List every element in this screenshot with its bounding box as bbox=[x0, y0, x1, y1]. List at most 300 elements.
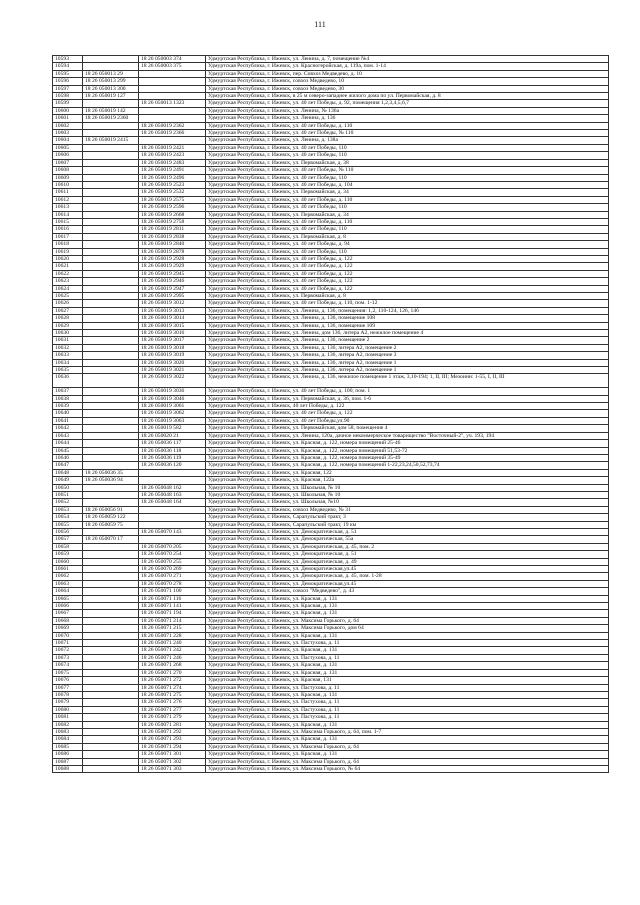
object-number-cell: 18 26 050019 2878 bbox=[139, 248, 206, 255]
address-cell: Удмуртская Республика, г. Ижевск, ул. 40 лет Победы, д. 122 bbox=[206, 410, 609, 417]
row-number-cell: 10606 bbox=[53, 152, 83, 159]
row-number-cell: 10598 bbox=[53, 93, 83, 100]
table-row bbox=[53, 595, 609, 602]
object-number-cell: 18 26 050036 119 bbox=[139, 454, 206, 461]
row-number-cell: 10673 bbox=[53, 654, 83, 661]
object-number-cell: 18 26 050019 3020 bbox=[139, 359, 206, 366]
table-row bbox=[53, 204, 609, 211]
address-cell: Удмуртская Республика, г. Ижевск, ул. 40 лет Победы, д. 122 bbox=[206, 255, 609, 262]
object-number-cell: 18 26 050071 292 bbox=[139, 728, 206, 735]
table-row bbox=[53, 167, 609, 174]
object-number-cell: 18 26 050048 164 bbox=[139, 499, 206, 506]
address-cell: Удмуртская Республика, г. Ижевск, ул. 40 лет Победы, д. 110 bbox=[206, 218, 609, 225]
address-cell: Удмуртская Республика, г. Ижевск, ул. Красная, д. 131 bbox=[206, 736, 609, 743]
object-number-cell: 18 26 050071 270 bbox=[139, 669, 206, 676]
parcel-number-cell bbox=[83, 367, 139, 374]
object-number-cell bbox=[139, 107, 206, 114]
address-cell: Удмуртская Республика, г. Ижевск, совхоз Медведево, 30 bbox=[206, 85, 609, 92]
address-cell: Удмуртская Республика, г. Ижевск, ул. Школьная, №10 bbox=[206, 499, 609, 506]
parcel-number-cell bbox=[83, 765, 139, 772]
table-row bbox=[53, 477, 609, 484]
address-cell: Удмуртская Республика, г. Ижевск, ул. Пастухова, д. 11 bbox=[206, 654, 609, 661]
parcel-number-cell bbox=[83, 714, 139, 721]
row-number-cell: 10663 bbox=[53, 580, 83, 587]
parcel-number-cell bbox=[83, 233, 139, 240]
address-cell: Удмуртская Республика, г. Ижевск, ул. 40 лет Победы, д. 100, пом. 1 bbox=[206, 388, 609, 395]
parcel-number-cell bbox=[83, 617, 139, 624]
table-row bbox=[53, 181, 609, 188]
page-number: 111 bbox=[314, 20, 326, 29]
row-number-cell: 10646 bbox=[53, 454, 83, 461]
address-cell: Удмуртская Республика, г. Ижевск, ул. Красная, д. 131 bbox=[206, 669, 609, 676]
object-number-cell: 18 26 050019 2945 bbox=[139, 270, 206, 277]
row-number-cell: 10643 bbox=[53, 432, 83, 439]
parcel-number-cell bbox=[83, 603, 139, 610]
object-number-cell: 18 26 050071 274 bbox=[139, 684, 206, 691]
object-number-cell bbox=[139, 93, 206, 100]
table-row bbox=[53, 573, 609, 580]
object-number-cell: 18 26 050071 303 bbox=[139, 765, 206, 772]
address-cell: Удмуртская Республика, г. Ижевск, ул. Первомайская, дом 58, помещение 4 bbox=[206, 425, 609, 432]
object-number-cell: 18 26 050019 2575 bbox=[139, 196, 206, 203]
address-cell: Удмуртская Республика, г. Ижевск, ул. 40 лет Победы, № 110 bbox=[206, 130, 609, 137]
object-number-cell: 18 26 050019 2523 bbox=[139, 181, 206, 188]
row-number-cell: 10684 bbox=[53, 736, 83, 743]
row-number-cell: 10594 bbox=[53, 63, 83, 70]
parcel-number-cell: 18 26 050019 2360 bbox=[83, 115, 139, 122]
object-number-cell bbox=[139, 514, 206, 521]
object-number-cell: 18 26 050071 194 bbox=[139, 610, 206, 617]
object-number-cell: 18 26 050019 2946 bbox=[139, 278, 206, 285]
parcel-number-cell bbox=[83, 100, 139, 107]
parcel-number-cell bbox=[83, 344, 139, 351]
table-row bbox=[53, 300, 609, 307]
address-cell: Удмуртская Республика, г. Ижевск, ул. Демократическая,ул.45 bbox=[206, 580, 609, 587]
table-row bbox=[53, 551, 609, 558]
table-row bbox=[53, 330, 609, 337]
object-number-cell: 18 26 050019 2532 bbox=[139, 189, 206, 196]
row-number-cell: 10640 bbox=[53, 410, 83, 417]
parcel-number-cell bbox=[83, 174, 139, 181]
address-cell: Удмуртская Республика, г. Ижевск, ул. 40 лет Победы, д. 104 bbox=[206, 181, 609, 188]
object-number-cell: 18 26 050019 3062 bbox=[139, 410, 206, 417]
row-number-cell: 10603 bbox=[53, 130, 83, 137]
row-number-cell: 10649 bbox=[53, 477, 83, 484]
object-number-cell: 18 26 050071 228 bbox=[139, 632, 206, 639]
parcel-number-cell bbox=[83, 654, 139, 661]
row-number-cell: 10601 bbox=[53, 115, 83, 122]
address-cell: Удмуртская Республика, г. Ижевск, ул. Максима Горького, дом 64 bbox=[206, 625, 609, 632]
object-number-cell: 18 26 050019 3063 bbox=[139, 417, 206, 424]
table-row bbox=[53, 610, 609, 617]
object-number-cell: 18 26 050036 118 bbox=[139, 447, 206, 454]
parcel-number-cell bbox=[83, 144, 139, 151]
row-number-cell: 10662 bbox=[53, 573, 83, 580]
parcel-number-cell: 18 26 050036 94 bbox=[83, 477, 139, 484]
parcel-number-cell: 18 26 050019 127 bbox=[83, 93, 139, 100]
parcel-number-cell bbox=[83, 699, 139, 706]
object-number-cell: 18 26 050019 3013 bbox=[139, 307, 206, 314]
object-number-cell: 18 26 050019 3018 bbox=[139, 344, 206, 351]
address-cell: Удмуртская Республика, г. Ижевск, ул. Первомайская, д. 38 bbox=[206, 159, 609, 166]
table-row bbox=[53, 337, 609, 344]
row-number-cell: 10652 bbox=[53, 499, 83, 506]
object-number-cell: 18 26 050019 2421 bbox=[139, 144, 206, 151]
object-number-cell: 18 26 050019 3061 bbox=[139, 403, 206, 410]
object-number-cell: 18 26 050019 3021 bbox=[139, 367, 206, 374]
address-cell: Удмуртская Республика, г. Ижевск, ул. Красная, д. 131 bbox=[206, 721, 609, 728]
table-row bbox=[53, 174, 609, 181]
address-cell: Удмуртская Республика, г. Ижевск, ул. 40 лет Победы, 110 bbox=[206, 174, 609, 181]
row-number-cell: 10681 bbox=[53, 714, 83, 721]
address-cell: Удмуртская Республика, г. Ижевск, ул. 40 лет Победы, д. 122 bbox=[206, 278, 609, 285]
object-number-cell: 18 26 050071 242 bbox=[139, 647, 206, 654]
address-cell: Удмуртская Республика, г. Ижевск, Сарапульский тракт, 19 км bbox=[206, 521, 609, 528]
row-number-cell: 10644 bbox=[53, 440, 83, 447]
parcel-number-cell bbox=[83, 484, 139, 491]
parcel-number-cell bbox=[83, 218, 139, 225]
parcel-number-cell bbox=[83, 159, 139, 166]
parcel-number-cell bbox=[83, 440, 139, 447]
table-row bbox=[53, 122, 609, 129]
address-cell: Удмуртская Республика, г. Ижевск, в 25 м северо-западнее жилого дома по ул. Первомайская, д. 8 bbox=[206, 93, 609, 100]
object-number-cell: 18 26 050019 3046 bbox=[139, 395, 206, 402]
row-number-cell: 10618 bbox=[53, 241, 83, 248]
row-number-cell: 10657 bbox=[53, 536, 83, 543]
row-number-cell: 10622 bbox=[53, 270, 83, 277]
parcel-number-cell bbox=[83, 640, 139, 647]
row-number-cell: 10617 bbox=[53, 233, 83, 240]
address-cell: Удмуртская Республика, г. Ижевск, ул. Ленина, д. 136, нежилое помещение 1 этаж, 3,10-194; 1, II, III; Мезонин: 1-55, I, II, III bbox=[206, 374, 609, 388]
address-cell: Удмуртская Республика, г. Ижевск, ул. 40 лет Победы, № 110 bbox=[206, 167, 609, 174]
address-cell: Удмуртская Республика, г. Ижевск, ул. Максима Горького, д. 64, пом. 1-7 bbox=[206, 728, 609, 735]
row-number-cell: 10676 bbox=[53, 677, 83, 684]
address-cell: Удмуртская Республика, г. Ижевск, ул. Красная, д. 131 bbox=[206, 691, 609, 698]
row-number-cell: 10634 bbox=[53, 359, 83, 366]
object-number-cell bbox=[139, 85, 206, 92]
object-number-cell: 18 26 050070 143 bbox=[139, 528, 206, 535]
parcel-number-cell bbox=[83, 669, 139, 676]
parcel-number-cell: 18 26 050059 75 bbox=[83, 521, 139, 528]
address-cell: Удмуртская Республика, г. Ижевск, 40 лет Победы, д. 122 bbox=[206, 403, 609, 410]
parcel-number-cell bbox=[83, 410, 139, 417]
registry-table-body bbox=[53, 56, 609, 773]
address-cell: Удмуртская Республика, г. Ижевск, ул. Максима Горького, д. 64 bbox=[206, 743, 609, 750]
parcel-number-cell bbox=[83, 300, 139, 307]
parcel-number-cell bbox=[83, 152, 139, 159]
table-row bbox=[53, 352, 609, 359]
parcel-number-cell bbox=[83, 315, 139, 322]
address-cell: Удмуртская Республика, г. Ижевск, ул. 40 лет Победы, д. 94 bbox=[206, 241, 609, 248]
row-number-cell: 10632 bbox=[53, 344, 83, 351]
object-number-cell: 18 26 050071 277 bbox=[139, 706, 206, 713]
address-cell: Удмуртская Республика, г. Ижевск, ул. Ленина, д. 7, помещение №4 bbox=[206, 56, 609, 63]
row-number-cell: 10602 bbox=[53, 122, 83, 129]
table-row bbox=[53, 115, 609, 122]
table-row bbox=[53, 521, 609, 528]
object-number-cell: 18 26 050019 2811 bbox=[139, 226, 206, 233]
table-row bbox=[53, 462, 609, 469]
table-row bbox=[53, 580, 609, 587]
row-number-cell: 10597 bbox=[53, 85, 83, 92]
row-number-cell: 10661 bbox=[53, 566, 83, 573]
row-number-cell: 10612 bbox=[53, 196, 83, 203]
object-number-cell: 18 26 050071 281 bbox=[139, 721, 206, 728]
row-number-cell: 10668 bbox=[53, 617, 83, 624]
parcel-number-cell bbox=[83, 56, 139, 63]
address-cell: Удмуртская Республика, г. Ижевск, ул. 40 лет Победы, 110 bbox=[206, 226, 609, 233]
address-cell: Удмуртская Республика, г. Ижевск, ул. 40 лет Победы, д. 92, помещения 1,2,3,4,5,6,7 bbox=[206, 100, 609, 107]
table-row bbox=[53, 699, 609, 706]
parcel-number-cell bbox=[83, 403, 139, 410]
table-row bbox=[53, 410, 609, 417]
table-row bbox=[53, 211, 609, 218]
object-number-cell: 18 26 050071 276 bbox=[139, 699, 206, 706]
row-number-cell: 10669 bbox=[53, 625, 83, 632]
address-cell: Удмуртская Республика, г. Ижевск, ул. Первомайская, д. 8 bbox=[206, 293, 609, 300]
object-number-cell: 18 26 050019 2423 bbox=[139, 152, 206, 159]
row-number-cell: 10647 bbox=[53, 462, 83, 469]
address-cell: Удмуртская Республика, г. Ижевск, ул. Первомайская, д. 34 bbox=[206, 189, 609, 196]
address-cell: Удмуртская Республика, г. Ижевск, ул. Ленина, № 136а bbox=[206, 107, 609, 114]
row-number-cell: 10596 bbox=[53, 78, 83, 85]
parcel-number-cell bbox=[83, 499, 139, 506]
address-cell: Удмуртская Республика, г. Ижевск, ул. 40 лет Победы, 110 bbox=[206, 144, 609, 151]
registry-table bbox=[52, 55, 609, 773]
object-number-cell: 18 26 050019 2838 bbox=[139, 233, 206, 240]
address-cell: Удмуртская Республика, г. Ижевск, ул. Ленина, 120а, дачное некоммерческое товарищество "Восточный-2", уч. 193, 194 bbox=[206, 432, 609, 439]
address-cell: Удмуртская Республика, г. Ижевск, совхоз Медведево, 10 bbox=[206, 78, 609, 85]
row-number-cell: 10672 bbox=[53, 647, 83, 654]
parcel-number-cell bbox=[83, 270, 139, 277]
row-number-cell: 10674 bbox=[53, 662, 83, 669]
parcel-number-cell bbox=[83, 662, 139, 669]
table-row bbox=[53, 632, 609, 639]
address-cell: Удмуртская Республика, г. Ижевск, ул. 40 лет Победы, д. 110, пом. 1-12 bbox=[206, 300, 609, 307]
table-row bbox=[53, 706, 609, 713]
row-number-cell: 10611 bbox=[53, 189, 83, 196]
parcel-number-cell bbox=[83, 388, 139, 395]
parcel-number-cell bbox=[83, 374, 139, 388]
parcel-number-cell bbox=[83, 758, 139, 765]
object-number-cell: 18 26 050019 3019 bbox=[139, 352, 206, 359]
parcel-number-cell bbox=[83, 211, 139, 218]
row-number-cell: 10613 bbox=[53, 204, 83, 211]
parcel-number-cell bbox=[83, 130, 139, 137]
address-cell: Удмуртская Республика, г. Ижевск, ул. 40 лет Победы, д. 122 bbox=[206, 263, 609, 270]
object-number-cell: 18 26 050019 2929 bbox=[139, 263, 206, 270]
parcel-number-cell bbox=[83, 189, 139, 196]
row-number-cell: 10608 bbox=[53, 167, 83, 174]
object-number-cell: 18 26 050019 3036 bbox=[139, 388, 206, 395]
row-number-cell: 10614 bbox=[53, 211, 83, 218]
table-row bbox=[53, 359, 609, 366]
table-row bbox=[53, 307, 609, 314]
parcel-number-cell: 18 26 050019 2415 bbox=[83, 137, 139, 144]
address-cell: Удмуртская Республика, г. Ижевск, ул. Красная, д. 122, номера помещений 51,53-72 bbox=[206, 447, 609, 454]
row-number-cell: 10671 bbox=[53, 640, 83, 647]
parcel-number-cell: 18 26 050013 29 bbox=[83, 70, 139, 77]
table-row bbox=[53, 367, 609, 374]
parcel-number-cell bbox=[83, 263, 139, 270]
object-number-cell: 18 26 050019 3015 bbox=[139, 322, 206, 329]
row-number-cell: 10624 bbox=[53, 285, 83, 292]
table-row bbox=[53, 278, 609, 285]
object-number-cell: 18 26 050070 278 bbox=[139, 580, 206, 587]
table-row bbox=[53, 152, 609, 159]
address-cell: Удмуртская Республика, г. Ижевск, ул. Ленина, д. 136, литера А2, помещение 2 bbox=[206, 344, 609, 351]
object-number-cell bbox=[139, 78, 206, 85]
table-row bbox=[53, 107, 609, 114]
table-row bbox=[53, 625, 609, 632]
parcel-number-cell bbox=[83, 736, 139, 743]
object-number-cell: 18 26 050036 117 bbox=[139, 440, 206, 447]
table-row bbox=[53, 684, 609, 691]
row-number-cell: 10642 bbox=[53, 425, 83, 432]
table-row bbox=[53, 432, 609, 439]
object-number-cell: 18 26 050019 3017 bbox=[139, 337, 206, 344]
parcel-number-cell bbox=[83, 691, 139, 698]
table-row bbox=[53, 647, 609, 654]
row-number-cell: 10682 bbox=[53, 721, 83, 728]
parcel-number-cell bbox=[83, 454, 139, 461]
table-row bbox=[53, 751, 609, 758]
address-cell: Удмуртская Республика, г. Ижевск, ул. Ленина, д. 136, литера А2, помещение 1 bbox=[206, 367, 609, 374]
row-number-cell: 10656 bbox=[53, 528, 83, 535]
table-row bbox=[53, 374, 609, 388]
object-number-cell: 18 26 050071 240 bbox=[139, 640, 206, 647]
parcel-number-cell bbox=[83, 330, 139, 337]
object-number-cell: 18 26 050048 162 bbox=[139, 484, 206, 491]
row-number-cell: 10631 bbox=[53, 337, 83, 344]
object-number-cell: 18 26 050071 294 bbox=[139, 743, 206, 750]
row-number-cell: 10687 bbox=[53, 758, 83, 765]
parcel-number-cell bbox=[83, 285, 139, 292]
row-number-cell: 10636 bbox=[53, 374, 83, 388]
table-row bbox=[53, 137, 609, 144]
row-number-cell: 10666 bbox=[53, 603, 83, 610]
object-number-cell bbox=[139, 521, 206, 528]
parcel-number-cell bbox=[83, 395, 139, 402]
row-number-cell: 10600 bbox=[53, 107, 83, 114]
address-cell: Удмуртская Республика, г. Ижевск, ул. Пастухова, д. 11 bbox=[206, 714, 609, 721]
parcel-number-cell bbox=[83, 566, 139, 573]
address-cell: Удмуртская Республика, г. Ижевск, ул. Красная, д. 131 bbox=[206, 610, 609, 617]
address-cell: Удмуртская Республика, г. Ижевск, ул. Красная, д. 131 bbox=[206, 662, 609, 669]
address-cell: Удмуртская Республика, г. Ижевск, ул. Ленина, д. 136, помещение 109 bbox=[206, 322, 609, 329]
address-cell: Удмуртская Республика, г. Ижевск, ул. Максима Горького, д. 64 bbox=[206, 758, 609, 765]
table-row bbox=[53, 159, 609, 166]
row-number-cell: 10607 bbox=[53, 159, 83, 166]
row-number-cell: 10639 bbox=[53, 403, 83, 410]
table-row bbox=[53, 70, 609, 77]
row-number-cell: 10667 bbox=[53, 610, 83, 617]
address-cell: Удмуртская Республика, г. Ижевск, ул. Ленина, д. 136, литера А2, помещение 1 bbox=[206, 359, 609, 366]
table-row bbox=[53, 691, 609, 698]
parcel-number-cell bbox=[83, 255, 139, 262]
object-number-cell: 18 26 050019 2928 bbox=[139, 255, 206, 262]
address-cell: Удмуртская Республика, г. Ижевск, ул. 40 лет Победы, 110 bbox=[206, 248, 609, 255]
address-cell: Удмуртская Республика, г. Ижевск, ул. Демократическая,ул.45 bbox=[206, 566, 609, 573]
row-number-cell: 10670 bbox=[53, 632, 83, 639]
row-number-cell: 10675 bbox=[53, 669, 83, 676]
object-number-cell: 18 26 050070 271 bbox=[139, 573, 206, 580]
address-cell: Удмуртская Республика, г. Ижевск, ул. Школьная, № 10 bbox=[206, 484, 609, 491]
address-cell: Удмуртская Республика, г. Ижевск, ул. Демократическая, д. 51 bbox=[206, 528, 609, 535]
parcel-number-cell bbox=[83, 322, 139, 329]
parcel-number-cell bbox=[83, 625, 139, 632]
object-number-cell: 18 26 050071 293 bbox=[139, 736, 206, 743]
address-cell: Удмуртская Республика, г. Ижевск, ул. Красная, д. 131 bbox=[206, 647, 609, 654]
object-number-cell bbox=[139, 506, 206, 513]
row-number-cell: 10628 bbox=[53, 315, 83, 322]
address-cell: Удмуртская Республика, г. Ижевск, ул. Ленина, д. 136, помещения: 1,2, 110-124, 126, 146 bbox=[206, 307, 609, 314]
table-row bbox=[53, 469, 609, 476]
table-row bbox=[53, 189, 609, 196]
table-row bbox=[53, 617, 609, 624]
table-row bbox=[53, 491, 609, 498]
object-number-cell: 18 26 050071 214 bbox=[139, 617, 206, 624]
row-number-cell: 10655 bbox=[53, 521, 83, 528]
object-number-cell: 18 26 050071 279 bbox=[139, 714, 206, 721]
parcel-number-cell bbox=[83, 196, 139, 203]
address-cell: Удмуртская Республика, г. Ижевск, ул. Красная, 131 bbox=[206, 677, 609, 684]
object-number-cell: 18 26 050071 272 bbox=[139, 677, 206, 684]
table-row bbox=[53, 322, 609, 329]
object-number-cell bbox=[139, 115, 206, 122]
row-number-cell: 10638 bbox=[53, 395, 83, 402]
object-number-cell bbox=[139, 137, 206, 144]
object-number-cell: 18 26 050070 254 bbox=[139, 551, 206, 558]
parcel-number-cell bbox=[83, 528, 139, 535]
address-cell: Удмуртская Республика, г. Ижевск, ул. Максима Горького, д. 64 bbox=[206, 617, 609, 624]
row-number-cell: 10665 bbox=[53, 595, 83, 602]
object-number-cell: 18 26 050071 301 bbox=[139, 751, 206, 758]
object-number-cell: 18 26 050019 2947 bbox=[139, 285, 206, 292]
row-number-cell: 10620 bbox=[53, 255, 83, 262]
row-number-cell: 10660 bbox=[53, 558, 83, 565]
row-number-cell: 10619 bbox=[53, 248, 83, 255]
object-number-cell bbox=[139, 70, 206, 77]
table-row bbox=[53, 721, 609, 728]
table-row bbox=[53, 425, 609, 432]
parcel-number-cell bbox=[83, 558, 139, 565]
object-number-cell: 18 26 050019 2596 bbox=[139, 204, 206, 211]
address-cell: Удмуртская Республика, г. Ижевск, ул. 40 лет Победы,ул.90 bbox=[206, 417, 609, 424]
table-row bbox=[53, 226, 609, 233]
address-cell: Удмуртская Республика, г. Ижевск, ул. Красная, д. 131 bbox=[206, 603, 609, 610]
table-row bbox=[53, 263, 609, 270]
object-number-cell: 18 26 050019 3022 bbox=[139, 374, 206, 388]
parcel-number-cell: 18 26 050059 122 bbox=[83, 514, 139, 521]
parcel-number-cell bbox=[83, 417, 139, 424]
table-row bbox=[53, 403, 609, 410]
parcel-number-cell bbox=[83, 337, 139, 344]
object-number-cell: 18 26 050019 2491 bbox=[139, 167, 206, 174]
address-cell: Удмуртская Республика, г. Ижевск, ул. Пастухова, д. 11 bbox=[206, 699, 609, 706]
table-row bbox=[53, 728, 609, 735]
table-row bbox=[53, 144, 609, 151]
table-row bbox=[53, 285, 609, 292]
object-number-cell: 18 26 050019 2840 bbox=[139, 241, 206, 248]
table-row bbox=[53, 566, 609, 573]
address-cell: Удмуртская Республика, г. Ижевск, ул. 40 лет Победы, 110 bbox=[206, 204, 609, 211]
object-number-cell: 18 26 050020 21 bbox=[139, 432, 206, 439]
object-number-cell: 18 26 050071 215 bbox=[139, 625, 206, 632]
table-row bbox=[53, 270, 609, 277]
table-row bbox=[53, 233, 609, 240]
row-number-cell: 10609 bbox=[53, 174, 83, 181]
